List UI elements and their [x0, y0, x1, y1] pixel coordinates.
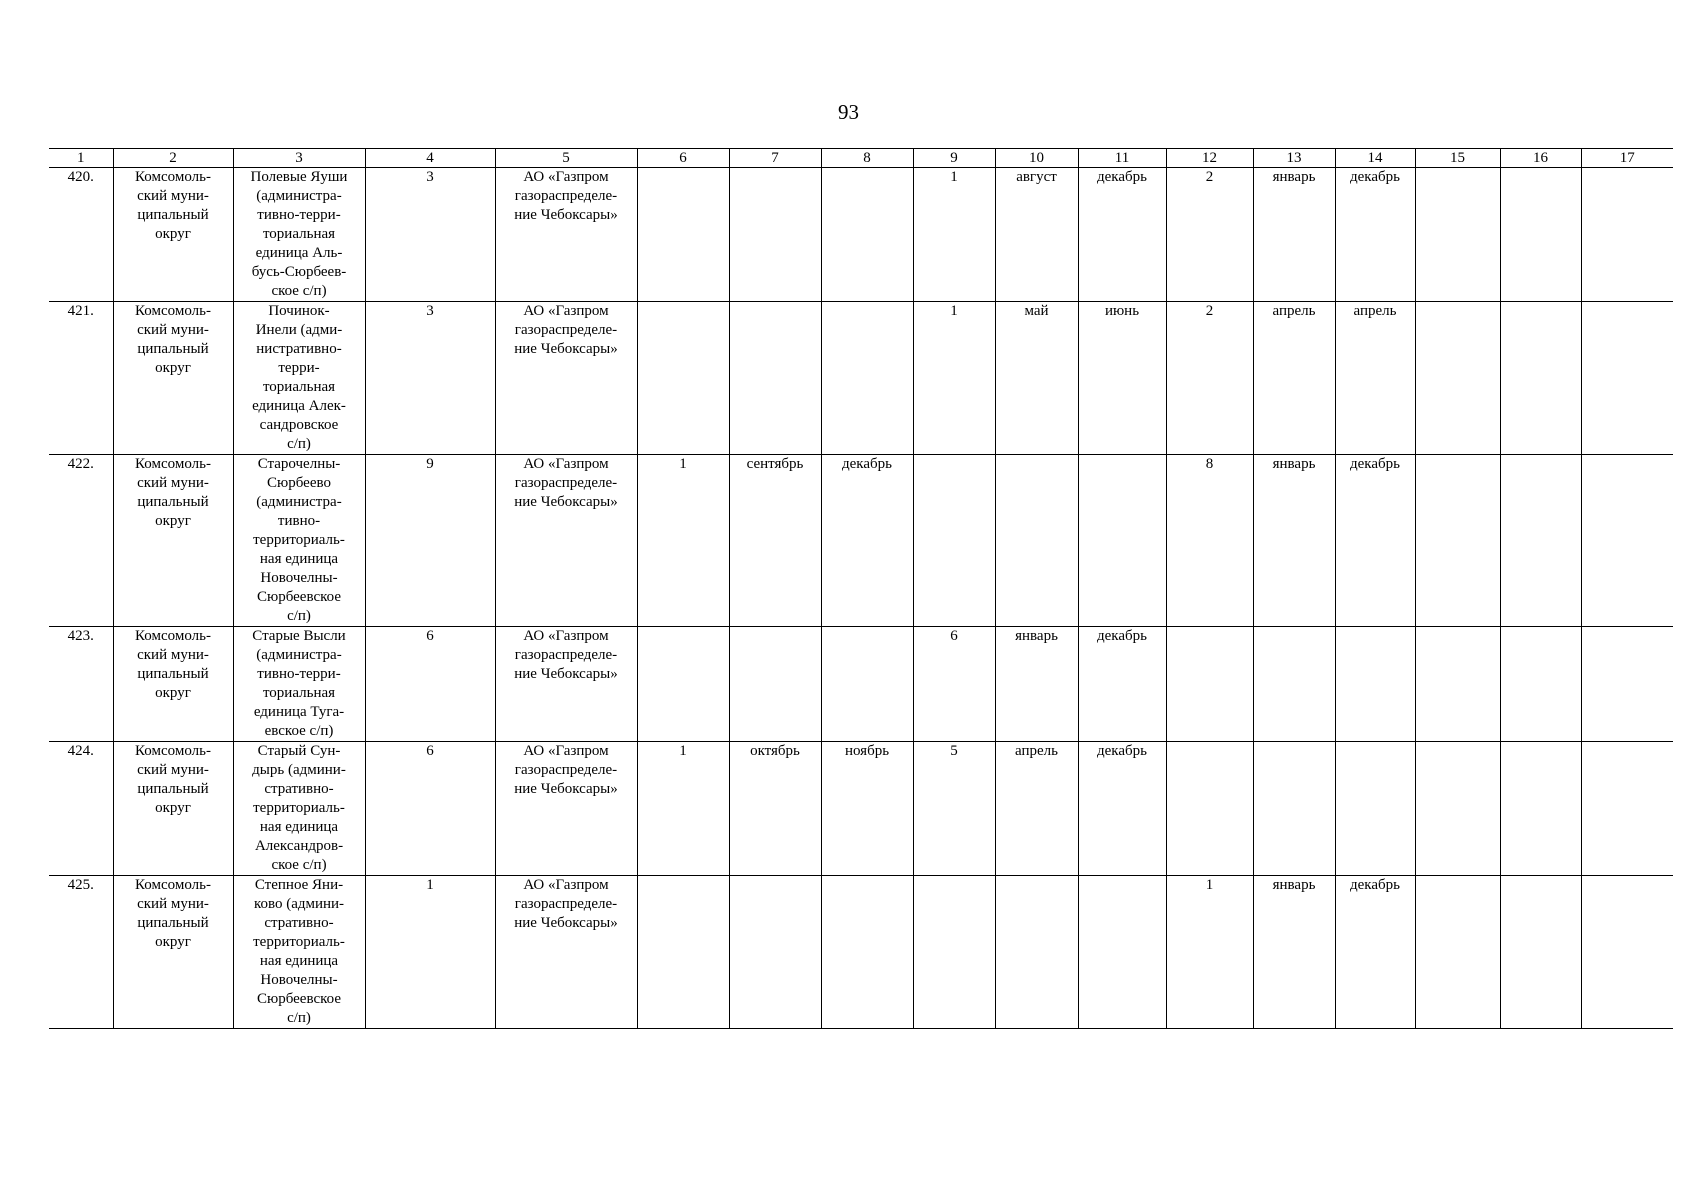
cell-text: 1 [679, 743, 687, 759]
cell-text: 3 [426, 169, 434, 185]
table-cell-col-12 [1166, 168, 1253, 302]
table-cell-col-15 [1415, 302, 1500, 455]
cell-text: апрель [1272, 303, 1316, 319]
table-cell-col-10 [995, 168, 1078, 302]
cell-text: Комсомоль- ский муни- ципальный округ [135, 628, 211, 701]
schedule-table [49, 148, 1673, 1029]
table-header-row [49, 149, 1673, 168]
table-cell-col-14 [1335, 302, 1415, 455]
table-cell-col-1 [49, 168, 113, 302]
table-row [49, 455, 1673, 627]
table-cell-col-7 [729, 627, 821, 742]
table-cell-col-15 [1415, 627, 1500, 742]
table-cell-col-17 [1581, 627, 1673, 742]
table-cell-col-17 [1581, 168, 1673, 302]
cell-text: АО «Газпром газораспределе- ние Чебоксары» [514, 456, 618, 510]
table-cell-col-15 [1415, 876, 1500, 1029]
cell-text: 8 [1205, 456, 1214, 472]
table-cell-col-15 [1415, 455, 1500, 627]
table-cell-col-16 [1500, 742, 1581, 876]
cell-text: декабрь [1350, 877, 1400, 893]
cell-text: январь [1272, 169, 1316, 185]
table-cell-col-6 [637, 627, 729, 742]
cell-text: 9 [426, 456, 434, 472]
cell-text: январь [1272, 456, 1316, 472]
cell-text: АО «Газпром газораспределе- ние Чебоксары» [514, 743, 618, 797]
cell-text: 1 [1205, 877, 1214, 893]
table-cell-col-13 [1253, 302, 1335, 455]
table-cell-col-11 [1078, 627, 1166, 742]
table-cell-col-9 [913, 742, 995, 876]
cell-text: январь [1015, 628, 1058, 644]
table-cell-col-4 [365, 742, 495, 876]
cell-text: 1 [950, 169, 958, 185]
table-cell-col-5 [495, 302, 637, 455]
table-cell-col-11 [1078, 168, 1166, 302]
cell-text: 2 [1205, 303, 1214, 319]
cell-text: АО «Газпром газораспределе- ние Чебоксары» [514, 303, 618, 357]
column-header-1: 1 [49, 149, 113, 168]
table-cell-col-7 [729, 168, 821, 302]
cell-text: Комсомоль- ский муни- ципальный округ [135, 743, 211, 816]
cell-text: Комсомоль- ский муни- ципальный округ [135, 303, 211, 376]
cell-text: декабрь [1350, 169, 1400, 185]
table-cell-col-1 [49, 627, 113, 742]
table-cell-col-13 [1253, 168, 1335, 302]
table-cell-col-3 [233, 876, 365, 1029]
table-cell-col-14 [1335, 876, 1415, 1029]
cell-text: декабрь [842, 456, 892, 472]
column-header-12: 12 [1166, 149, 1253, 168]
table-cell-col-8 [821, 742, 913, 876]
table-cell-col-10 [995, 302, 1078, 455]
table-cell-col-9 [913, 302, 995, 455]
table-cell-col-4 [365, 168, 495, 302]
table-cell-col-17 [1581, 742, 1673, 876]
table-cell-col-9 [913, 168, 995, 302]
table-cell-col-4 [365, 302, 495, 455]
table-cell-col-5 [495, 742, 637, 876]
table-row [49, 876, 1673, 1029]
table-cell-col-8 [821, 455, 913, 627]
column-header-8: 8 [821, 149, 913, 168]
table-cell-col-10 [995, 627, 1078, 742]
cell-text: 424. [67, 743, 94, 759]
table-cell-col-17 [1581, 455, 1673, 627]
table-cell-col-14 [1335, 455, 1415, 627]
column-header-3: 3 [233, 149, 365, 168]
cell-text: Комсомоль- ский муни- ципальный округ [135, 456, 211, 529]
cell-text: Старочелны- Сюрбеево (администра- тивно- территориаль- ная единица Новочелны- Сюрбеевское с/п) [253, 456, 345, 624]
table-cell-col-10 [995, 742, 1078, 876]
table-cell-col-8 [821, 168, 913, 302]
table-cell-col-3 [233, 742, 365, 876]
cell-text: 1 [950, 303, 958, 319]
cell-text: декабрь [1097, 169, 1147, 185]
column-header-2: 2 [113, 149, 233, 168]
table-cell-col-12 [1166, 876, 1253, 1029]
table-row [49, 168, 1673, 302]
column-header-6: 6 [637, 149, 729, 168]
table-cell-col-8 [821, 302, 913, 455]
table-cell-col-11 [1078, 455, 1166, 627]
table-cell-col-13 [1253, 627, 1335, 742]
cell-text: 422. [67, 456, 94, 472]
cell-text: 6 [950, 628, 958, 644]
column-header-11: 11 [1078, 149, 1166, 168]
cell-text: 423. [67, 628, 94, 644]
cell-text: 5 [950, 743, 958, 759]
cell-text: декабрь [1097, 743, 1147, 759]
cell-text: Починок- Инели (адми- нистративно- терри- ториальная единица Алек- сандровское с/п) [252, 303, 346, 452]
cell-text: 3 [426, 303, 434, 319]
page-number: 93 [838, 100, 859, 124]
table-cell-col-13 [1253, 455, 1335, 627]
table-cell-col-14 [1335, 627, 1415, 742]
cell-text: АО «Газпром газораспределе- ние Чебоксары» [514, 877, 618, 931]
cell-text: 6 [426, 628, 434, 644]
cell-text: апрель [1353, 303, 1397, 319]
table-cell-col-5 [495, 876, 637, 1029]
column-header-14: 14 [1335, 149, 1415, 168]
cell-text: ноябрь [844, 743, 890, 759]
cell-text: июнь [1104, 303, 1140, 319]
table-cell-col-12 [1166, 455, 1253, 627]
column-header-15: 15 [1415, 149, 1500, 168]
column-header-10: 10 [995, 149, 1078, 168]
column-header-4: 4 [365, 149, 495, 168]
cell-text: декабрь [1350, 456, 1400, 472]
column-header-16: 16 [1500, 149, 1581, 168]
table-cell-col-1 [49, 742, 113, 876]
column-header-5: 5 [495, 149, 637, 168]
table-cell-col-4 [365, 455, 495, 627]
table-cell-col-17 [1581, 302, 1673, 455]
table-cell-col-2 [113, 742, 233, 876]
table-cell-col-15 [1415, 742, 1500, 876]
table-cell-col-6 [637, 742, 729, 876]
table-cell-col-2 [113, 168, 233, 302]
table-cell-col-6 [637, 168, 729, 302]
cell-text: 425. [67, 877, 94, 893]
table-cell-col-13 [1253, 876, 1335, 1029]
table-cell-col-16 [1500, 168, 1581, 302]
column-header-13: 13 [1253, 149, 1335, 168]
cell-text: Комсомоль- ский муни- ципальный округ [135, 169, 211, 242]
table-cell-col-3 [233, 627, 365, 742]
table-cell-col-5 [495, 455, 637, 627]
column-header-9: 9 [913, 149, 995, 168]
table-cell-col-11 [1078, 742, 1166, 876]
cell-text: 420. [67, 169, 94, 185]
cell-text: апрель [1015, 743, 1058, 759]
table-cell-col-15 [1415, 168, 1500, 302]
table-cell-col-2 [113, 627, 233, 742]
cell-text: АО «Газпром газораспределе- ние Чебоксары» [514, 628, 618, 682]
table-cell-col-17 [1581, 876, 1673, 1029]
table-cell-col-9 [913, 455, 995, 627]
table-cell-col-9 [913, 627, 995, 742]
cell-text: 1 [679, 456, 687, 472]
table-cell-col-7 [729, 742, 821, 876]
table-cell-col-11 [1078, 876, 1166, 1029]
cell-text: август [1016, 169, 1057, 185]
table-cell-col-16 [1500, 627, 1581, 742]
cell-text: Полевые Яуши (администра- тивно-терри- ториальная единица Аль- бусь-Сюрбеев- ское с/п) [250, 169, 348, 299]
table-cell-col-12 [1166, 742, 1253, 876]
table-cell-col-14 [1335, 742, 1415, 876]
table-row [49, 627, 1673, 742]
table-cell-col-10 [995, 876, 1078, 1029]
table-cell-col-8 [821, 876, 913, 1029]
table-cell-col-1 [49, 876, 113, 1029]
table-cell-col-11 [1078, 302, 1166, 455]
table-cell-col-4 [365, 876, 495, 1029]
table-cell-col-2 [113, 302, 233, 455]
table-cell-col-7 [729, 876, 821, 1029]
cell-text: декабрь [1097, 628, 1147, 644]
cell-text: октябрь [750, 743, 800, 759]
table-cell-col-6 [637, 302, 729, 455]
table-cell-col-3 [233, 302, 365, 455]
cell-text: май [1024, 303, 1049, 319]
column-header-7: 7 [729, 149, 821, 168]
table-row [49, 742, 1673, 876]
table-cell-col-1 [49, 302, 113, 455]
table-cell-col-14 [1335, 168, 1415, 302]
cell-text: Старые Высли (администра- тивно-терри- ториальная единица Туга- евское с/п) [252, 628, 346, 739]
table-cell-col-16 [1500, 876, 1581, 1029]
table-cell-col-10 [995, 455, 1078, 627]
table-cell-col-8 [821, 627, 913, 742]
column-header-17: 17 [1581, 149, 1673, 168]
cell-text: Старый Сун- дырь (админи- стративно- территориаль- ная единица Александров- ское с/п) [252, 743, 346, 873]
table-cell-col-7 [729, 455, 821, 627]
table-body [49, 168, 1673, 1029]
table-cell-col-3 [233, 455, 365, 627]
table-cell-col-2 [113, 455, 233, 627]
table-cell-col-9 [913, 876, 995, 1029]
cell-text: 2 [1205, 169, 1214, 185]
table-cell-col-3 [233, 168, 365, 302]
table-cell-col-16 [1500, 302, 1581, 455]
cell-text: 421. [67, 303, 94, 319]
cell-text: Степное Яни- ково (админи- стративно- территориаль- ная единица Новочелны- Сюрбеевское с/п) [253, 877, 345, 1026]
cell-text: 6 [426, 743, 434, 759]
cell-text: Комсомоль- ский муни- ципальный округ [135, 877, 211, 950]
table-cell-col-6 [637, 455, 729, 627]
table-cell-col-1 [49, 455, 113, 627]
table-cell-col-2 [113, 876, 233, 1029]
table-cell-col-5 [495, 627, 637, 742]
table-cell-col-7 [729, 302, 821, 455]
table-cell-col-6 [637, 876, 729, 1029]
table-cell-col-5 [495, 168, 637, 302]
table-cell-col-4 [365, 627, 495, 742]
table-cell-col-16 [1500, 455, 1581, 627]
cell-text: 1 [426, 877, 434, 893]
cell-text: сентябрь [746, 456, 804, 472]
table-cell-col-13 [1253, 742, 1335, 876]
table-row [49, 302, 1673, 455]
table-cell-col-12 [1166, 302, 1253, 455]
table-cell-col-12 [1166, 627, 1253, 742]
cell-text: январь [1272, 877, 1316, 893]
cell-text: АО «Газпром газораспределе- ние Чебоксары» [514, 169, 618, 223]
